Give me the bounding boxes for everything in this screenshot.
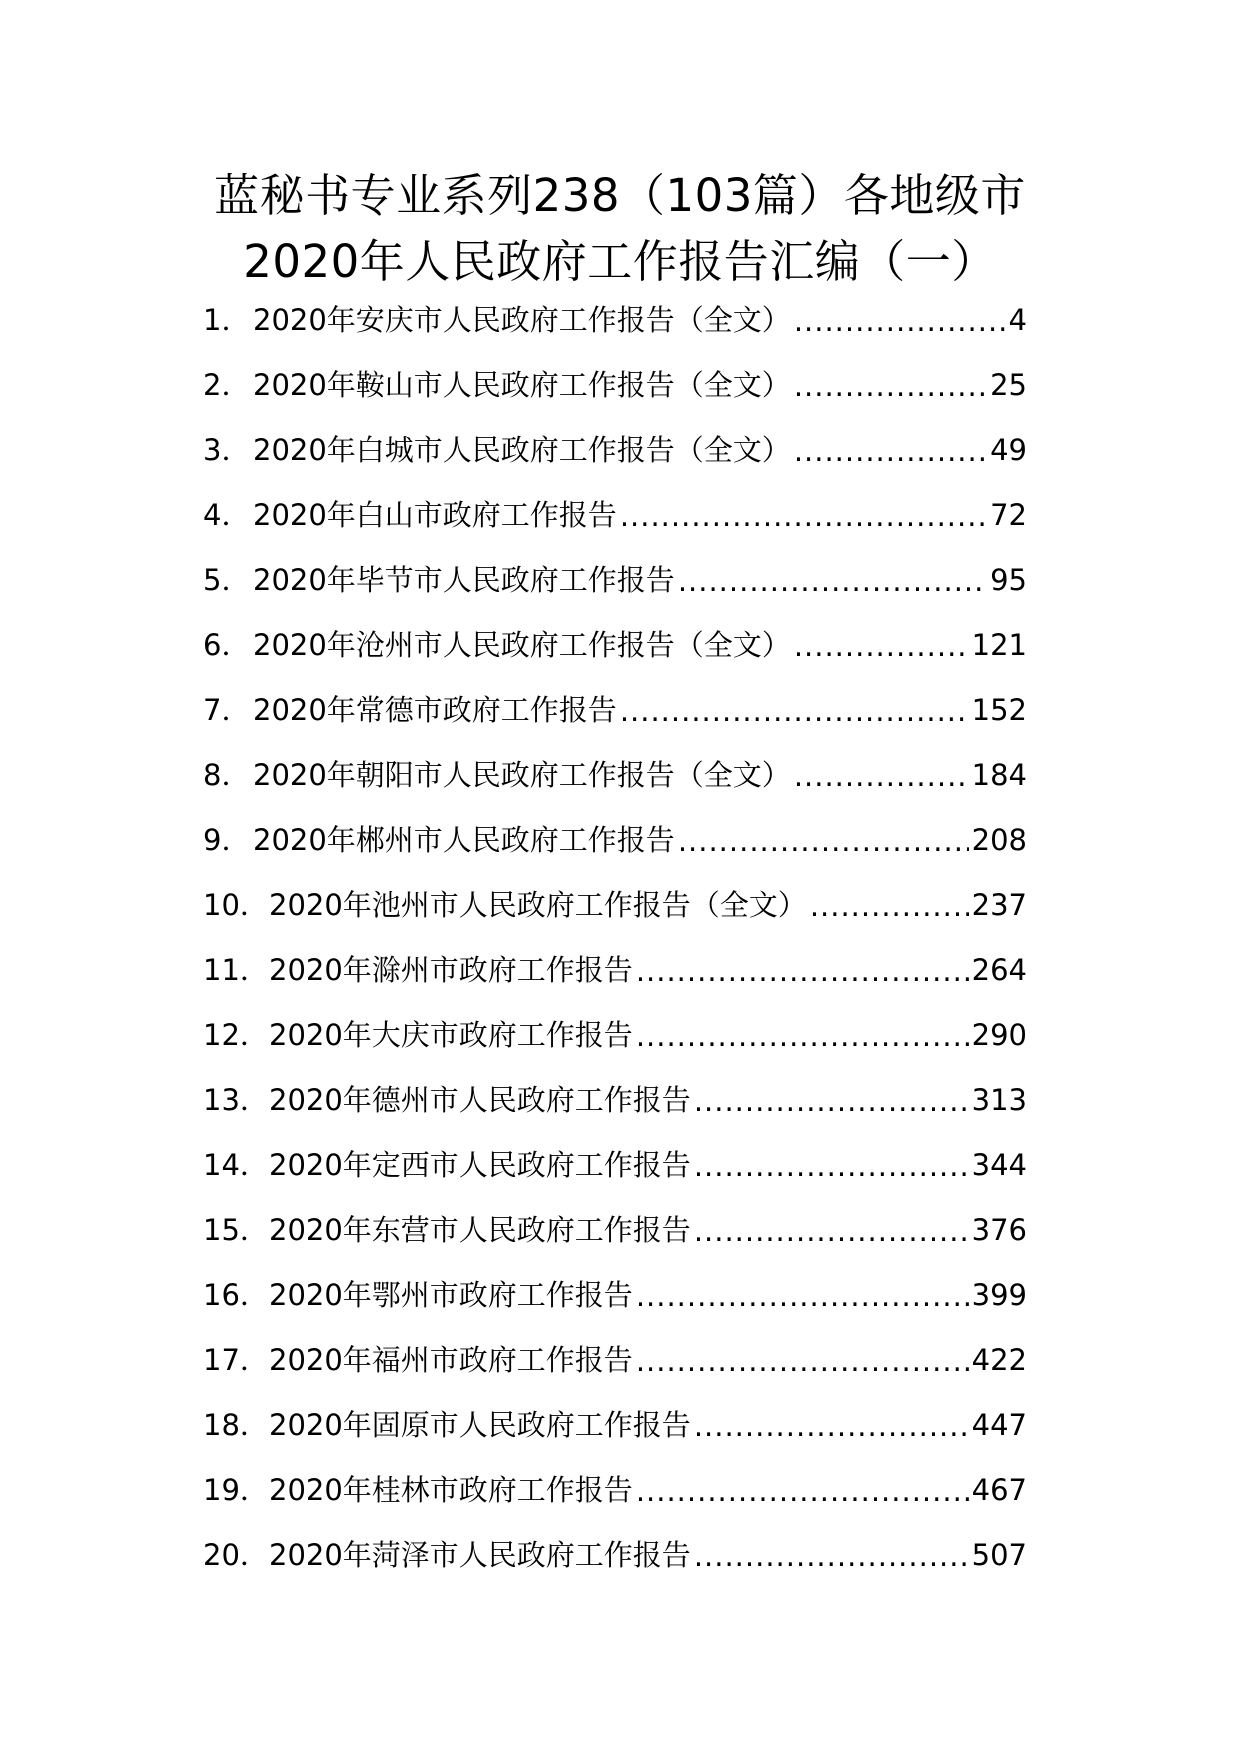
- toc-entry-number: 18．: [203, 1408, 269, 1442]
- toc-leader-dots: [636, 1019, 969, 1053]
- toc-entry-title: 2020年东营市人民政府工作报告: [269, 1213, 691, 1247]
- toc-entry-number: 11．: [203, 953, 269, 987]
- toc-entry-page: 290: [971, 1018, 1027, 1052]
- toc-entry[interactable]: [203, 298, 1027, 363]
- toc-entry-page: 422: [971, 1343, 1027, 1377]
- toc-entry-number: 6．: [203, 628, 251, 662]
- toc-entry[interactable]: [203, 558, 1027, 623]
- toc-leader-dots: [636, 1279, 969, 1313]
- toc-entry-page: 152: [971, 693, 1027, 727]
- toc-entry-title: 2020年朝阳市人民政府工作报告（全文）: [253, 758, 791, 792]
- toc-entry-page: 467: [971, 1473, 1027, 1507]
- toc-entry-title: 2020年白城市人民政府工作报告（全文）: [253, 433, 791, 467]
- toc-entry[interactable]: [203, 1143, 1027, 1208]
- toc-leader-dots: [678, 824, 969, 858]
- toc-entry-number: 17．: [203, 1343, 269, 1377]
- document-title-line-1: 蓝秘书专业系列238（103篇）各地级市: [214, 169, 1026, 222]
- toc-entry-number: 13．: [203, 1083, 269, 1117]
- toc-entry-number: 15．: [203, 1213, 269, 1247]
- toc-entry[interactable]: [203, 493, 1027, 558]
- toc-entry[interactable]: [203, 428, 1027, 493]
- toc-leader-dots: [794, 629, 969, 663]
- toc-entry-number: 2．: [203, 368, 251, 402]
- toc-entry-title: 2020年毕节市人民政府工作报告: [253, 563, 675, 597]
- toc-entry-title: 2020年菏泽市人民政府工作报告: [269, 1538, 691, 1572]
- toc-entry[interactable]: [203, 363, 1027, 428]
- toc-entry[interactable]: [203, 1078, 1027, 1143]
- toc-entry[interactable]: [203, 753, 1027, 818]
- toc-entry-page: 447: [971, 1408, 1027, 1442]
- toc-entry[interactable]: [203, 1533, 1027, 1598]
- toc-entry-page: 49: [990, 433, 1027, 467]
- toc-entry-page: 344: [971, 1148, 1027, 1182]
- toc-entry-title: 2020年大庆市政府工作报告: [269, 1018, 633, 1052]
- toc-leader-dots: [694, 1409, 969, 1443]
- toc-entry-number: 20．: [203, 1538, 269, 1572]
- toc-entry-number: 12．: [203, 1018, 269, 1052]
- toc-leader-dots: [694, 1084, 969, 1118]
- toc-leader-dots: [794, 304, 1006, 338]
- toc-entry-title: 2020年沧州市人民政府工作报告（全文）: [253, 628, 791, 662]
- toc-leader-dots: [636, 954, 969, 988]
- toc-entry-number: 9．: [203, 823, 251, 857]
- toc-entry-number: 19．: [203, 1473, 269, 1507]
- toc-entry-title: 2020年滁州市政府工作报告: [269, 953, 633, 987]
- toc-entry-title: 2020年白山市政府工作报告: [253, 498, 617, 532]
- toc-entry-title: 2020年池州市人民政府工作报告（全文）: [269, 888, 807, 922]
- toc-entry-page: 507: [971, 1538, 1027, 1572]
- toc-entry-page: 399: [971, 1278, 1027, 1312]
- toc-entry-page: 25: [990, 368, 1027, 402]
- toc-entry-title: 2020年安庆市人民政府工作报告（全文）: [253, 303, 791, 337]
- toc-entry[interactable]: [203, 1273, 1027, 1338]
- toc-entry-title: 2020年鄂州市政府工作报告: [269, 1278, 633, 1312]
- toc-entry-title: 2020年鞍山市人民政府工作报告（全文）: [253, 368, 791, 402]
- toc-entry-title: 2020年福州市政府工作报告: [269, 1343, 633, 1377]
- toc-entry-page: 72: [990, 498, 1027, 532]
- toc-entry-page: 4: [1008, 303, 1027, 337]
- table-of-contents: [203, 298, 1027, 1598]
- toc-entry-number: 5．: [203, 563, 251, 597]
- toc-entry-title: 2020年常德市政府工作报告: [253, 693, 617, 727]
- toc-entry[interactable]: [203, 688, 1027, 753]
- toc-entry[interactable]: [203, 623, 1027, 688]
- toc-leader-dots: [694, 1539, 969, 1573]
- toc-leader-dots: [678, 564, 987, 598]
- toc-leader-dots: [694, 1149, 969, 1183]
- toc-entry-page: 264: [971, 953, 1027, 987]
- toc-leader-dots: [694, 1214, 969, 1248]
- toc-leader-dots: [636, 1474, 969, 1508]
- toc-entry-number: 10．: [203, 888, 269, 922]
- toc-entry[interactable]: [203, 883, 1027, 948]
- toc-leader-dots: [810, 889, 969, 923]
- toc-entry-number: 8．: [203, 758, 251, 792]
- toc-leader-dots: [636, 1344, 969, 1378]
- toc-entry-number: 7．: [203, 693, 251, 727]
- toc-entry[interactable]: [203, 818, 1027, 883]
- toc-entry-number: 14．: [203, 1148, 269, 1182]
- toc-entry-page: 95: [990, 563, 1027, 597]
- toc-entry-title: 2020年德州市人民政府工作报告: [269, 1083, 691, 1117]
- toc-entry[interactable]: [203, 1338, 1027, 1403]
- toc-entry[interactable]: [203, 1468, 1027, 1533]
- toc-entry[interactable]: [203, 1013, 1027, 1078]
- toc-entry-number: 1．: [203, 303, 251, 337]
- toc-entry-page: 184: [971, 758, 1027, 792]
- toc-entry[interactable]: [203, 948, 1027, 1013]
- toc-entry[interactable]: [203, 1403, 1027, 1468]
- toc-entry-title: 2020年桂林市政府工作报告: [269, 1473, 633, 1507]
- toc-entry-page: 313: [971, 1083, 1027, 1117]
- toc-entry-page: 121: [971, 628, 1027, 662]
- toc-entry-page: 376: [971, 1213, 1027, 1247]
- toc-leader-dots: [794, 759, 969, 793]
- document-title-line-2: 2020年人民政府工作报告汇编（一）: [243, 235, 997, 288]
- toc-entry-number: 4．: [203, 498, 251, 532]
- toc-entry[interactable]: [203, 1208, 1027, 1273]
- toc-entry-number: 16．: [203, 1278, 269, 1312]
- toc-leader-dots: [794, 434, 987, 468]
- toc-entry-page: 208: [971, 823, 1027, 857]
- toc-leader-dots: [620, 499, 987, 533]
- toc-entry-title: 2020年郴州市人民政府工作报告: [253, 823, 675, 857]
- toc-entry-title: 2020年固原市人民政府工作报告: [269, 1408, 691, 1442]
- toc-entry-number: 3．: [203, 433, 251, 467]
- toc-leader-dots: [794, 369, 987, 403]
- toc-entry-page: 237: [971, 888, 1027, 922]
- toc-entry-title: 2020年定西市人民政府工作报告: [269, 1148, 691, 1182]
- toc-leader-dots: [620, 694, 969, 728]
